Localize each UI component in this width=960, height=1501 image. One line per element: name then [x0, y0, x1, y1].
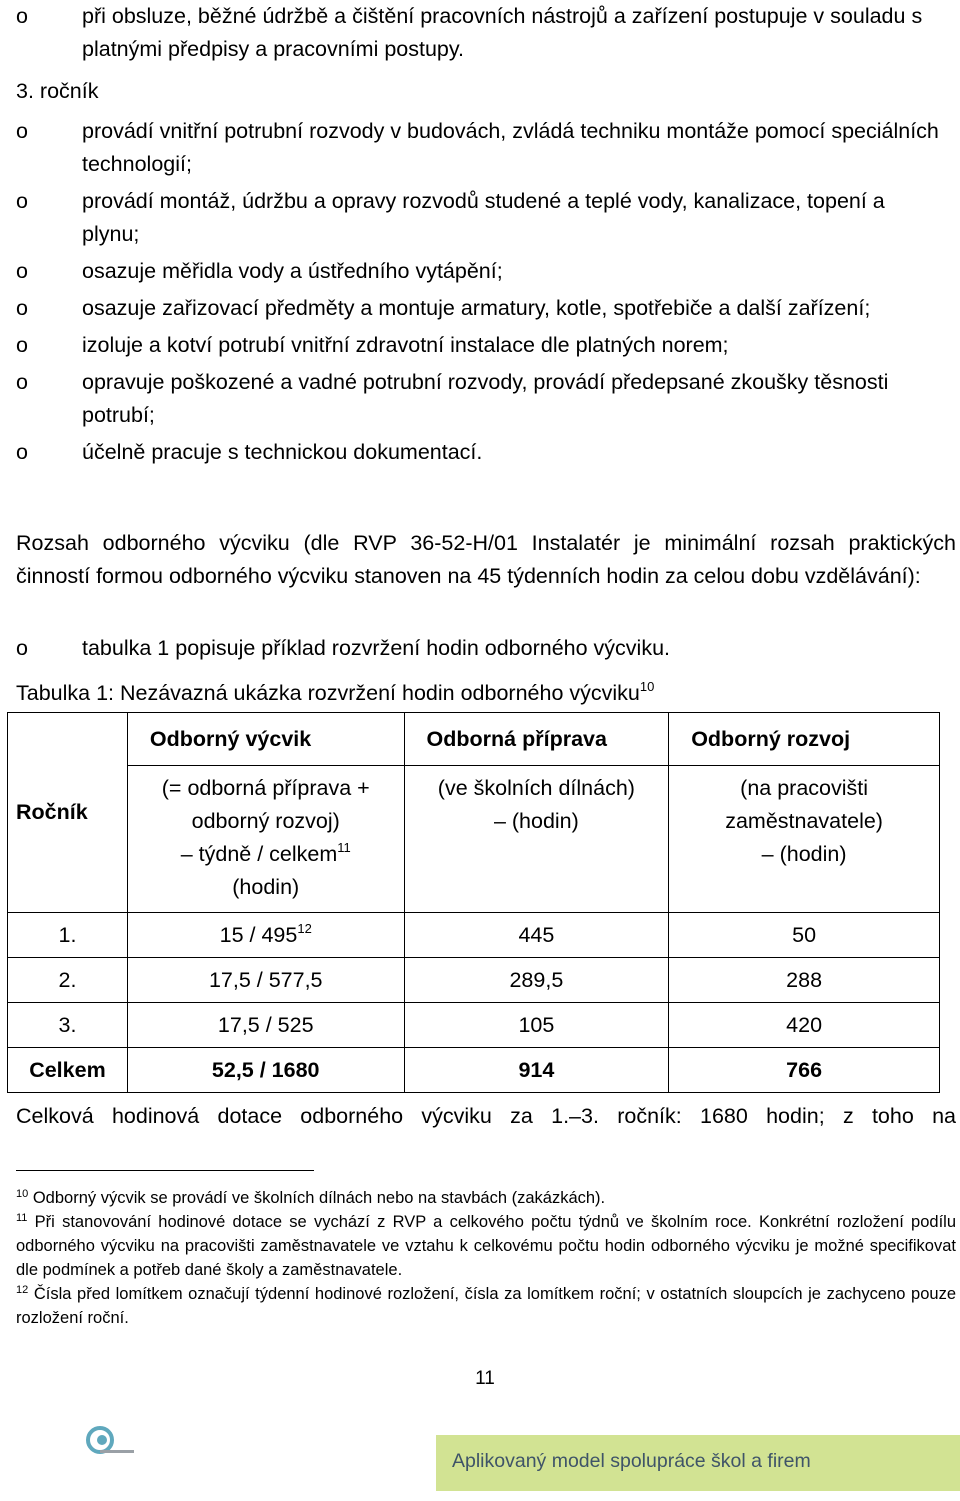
bullet-marker: o — [16, 296, 28, 320]
subheader-line: (na pracovišti — [740, 776, 869, 800]
list-item-text: účelně pracuje s technickou dokumentací. — [82, 440, 483, 464]
scope-paragraph: Rozsah odborného výcviku (dle RVP 36-52-H/01 Instalatér je minimální rozsah praktických činností formou odborného výcviku stanoven na 45 týdenních hodin za celou dobu vzdělávání): — [16, 531, 956, 588]
footer-banner-text: Aplikovaný model spolupráce škol a firem — [452, 1450, 811, 1472]
bullet-marker: o — [16, 636, 28, 660]
subheader-odborny-vycvik — [127, 766, 404, 913]
cell-dev: 50 — [669, 913, 940, 958]
footnote-text: Odborný výcvik se provádí ve školních dílnách nebo na stavbách (zakázkách). — [32, 1189, 606, 1207]
cell-dev: 420 — [669, 1003, 940, 1048]
list-item — [0, 185, 960, 251]
cell-year: 3. — [8, 1003, 128, 1048]
list-item-text: osazuje měřidla vody a ústředního vytápění; — [82, 259, 503, 283]
list-item — [0, 0, 960, 66]
footnotes — [16, 1186, 956, 1330]
header-odborna-priprava: Odborná příprava — [404, 713, 669, 766]
page-number: 11 — [475, 1368, 495, 1389]
footnote-divider — [16, 1170, 314, 1171]
header-odborny-rozvoj: Odborný rozvoj — [669, 713, 940, 766]
list-item-text: osazuje zařizovací předměty a montuje armatury, kotle, spotřebiče a další zařízení; — [82, 296, 871, 320]
cell-total — [127, 913, 404, 958]
subheader-odborny-rozvoj — [669, 766, 940, 913]
bullet-marker: o — [16, 119, 28, 143]
header-odborny-vycvik: Odborný výcvik — [127, 713, 404, 766]
table-header-row — [8, 713, 940, 766]
list-item-text: opravuje poškozené a vadné potrubní rozvody, provádí předepsané zkoušky těsnosti potrubí; — [82, 370, 889, 427]
list-item — [0, 115, 960, 181]
list-item — [0, 436, 960, 469]
footnote — [16, 1210, 956, 1282]
cell-total-text: 15 / 495 — [219, 922, 298, 947]
table-subheader-row — [8, 766, 940, 913]
cell-prep: 105 — [404, 1003, 669, 1048]
table-caption — [16, 677, 654, 710]
cell-total: 52,5 / 1680 — [127, 1048, 404, 1093]
subheader-text: – týdně / celkem — [180, 842, 338, 866]
footer-banner — [436, 1435, 960, 1491]
footnote-number: 10 — [16, 1188, 29, 1200]
footnote-ref: 11 — [337, 840, 351, 855]
bullet-marker: o — [16, 189, 28, 213]
table-row — [8, 958, 940, 1003]
subheader-line: zaměstnavatele) — [725, 809, 883, 833]
project-logo-icon — [82, 1418, 134, 1460]
cell-year: 2. — [8, 958, 128, 1003]
list-item-text: izoluje a kotví potrubí vnitřní zdravotní instalace dle platných norem; — [82, 333, 729, 357]
table-row — [8, 913, 940, 958]
list-item-text: provádí montáž, údržbu a opravy rozvodů studené a teplé vody, kanalizace, topení a plynu; — [82, 189, 885, 246]
list-item — [0, 329, 960, 362]
subheader-line: – (hodin) — [761, 842, 847, 866]
list-item — [0, 255, 960, 288]
list-item-text: provádí vnitřní potrubní rozvody v budovách, zvládá techniku montáže pomocí speciálních technologií; — [82, 119, 939, 176]
footnote-ref: 12 — [297, 920, 312, 936]
cell-prep: 289,5 — [404, 958, 669, 1003]
footnote-text: Čísla před lomítkem označují týdenní hodinové rozložení, čísla za lomítkem roční; v ostatních sloupcích je zachyceno pouze rozložení roční. — [16, 1285, 956, 1327]
table-note-list — [0, 632, 960, 669]
list-item-text: tabulka 1 popisuje příklad rozvržení hodin odborného výcviku. — [82, 636, 671, 660]
subheader-line: odborný rozvoj) — [191, 809, 340, 833]
list-item — [0, 632, 960, 665]
year-3-heading: 3. ročník — [16, 79, 99, 103]
cell-total: 17,5 / 525 — [127, 1003, 404, 1048]
bullet-list-top — [0, 0, 960, 70]
list-item-text: při obsluze, běžné údržbě a čištění pracovních nástrojů a zařízení postupuje v souladu s platnými předpisy a pracovními postupy. — [82, 4, 923, 61]
bullet-marker: o — [16, 370, 28, 394]
bullet-marker: o — [16, 4, 28, 28]
cell-total: 17,5 / 577,5 — [127, 958, 404, 1003]
cell-dev: 288 — [669, 958, 940, 1003]
list-item — [0, 366, 960, 432]
subheader-line: (hodin) — [232, 875, 300, 899]
bullet-marker: o — [16, 259, 28, 283]
footnote-number: 12 — [16, 1284, 29, 1296]
cell-prep: 914 — [404, 1048, 669, 1093]
table-total-row — [8, 1048, 940, 1093]
subheader-line: – (hodin) — [493, 809, 579, 833]
table-caption-text: Tabulka 1: Nezávazná ukázka rozvržení hodin odborného výcviku — [16, 681, 640, 705]
closing-line: Celková hodinová dotace odborného výcviku za 1.–3. ročník: 1680 hodin; z toho na — [16, 1104, 956, 1128]
footnote — [16, 1186, 956, 1210]
header-rocnik: Ročník — [8, 713, 128, 913]
footnote-ref: 10 — [639, 679, 655, 694]
hours-table — [7, 712, 940, 1093]
subheader-line: (= odborná příprava + — [161, 776, 370, 800]
subheader-odborna-priprava — [404, 766, 669, 913]
bullet-marker: o — [16, 440, 28, 464]
cell-prep: 445 — [404, 913, 669, 958]
cell-dev: 766 — [669, 1048, 940, 1093]
subheader-line — [134, 838, 398, 871]
subheader-line: (ve školních dílnách) — [437, 776, 635, 800]
cell-year: 1. — [8, 913, 128, 958]
bullet-marker: o — [16, 333, 28, 357]
footnote — [16, 1282, 956, 1330]
year-3-bullet-list — [0, 115, 960, 473]
table-row — [8, 1003, 940, 1048]
footnote-number: 11 — [16, 1212, 28, 1224]
cell-year: Celkem — [8, 1048, 128, 1093]
footnote-text: Při stanovování hodinové dotace se vychází z RVP a celkového počtu týdnů ve školním roce. Konkrétní rozložení podílu odborného výcviku na pracovišti zaměstnavatele ve vztahu k celkovému počtu hodin odborného výcviku je možné specifikovat dle podmínek a potřeb dané školy a zaměstnavatele. — [16, 1213, 956, 1279]
list-item — [0, 292, 960, 325]
